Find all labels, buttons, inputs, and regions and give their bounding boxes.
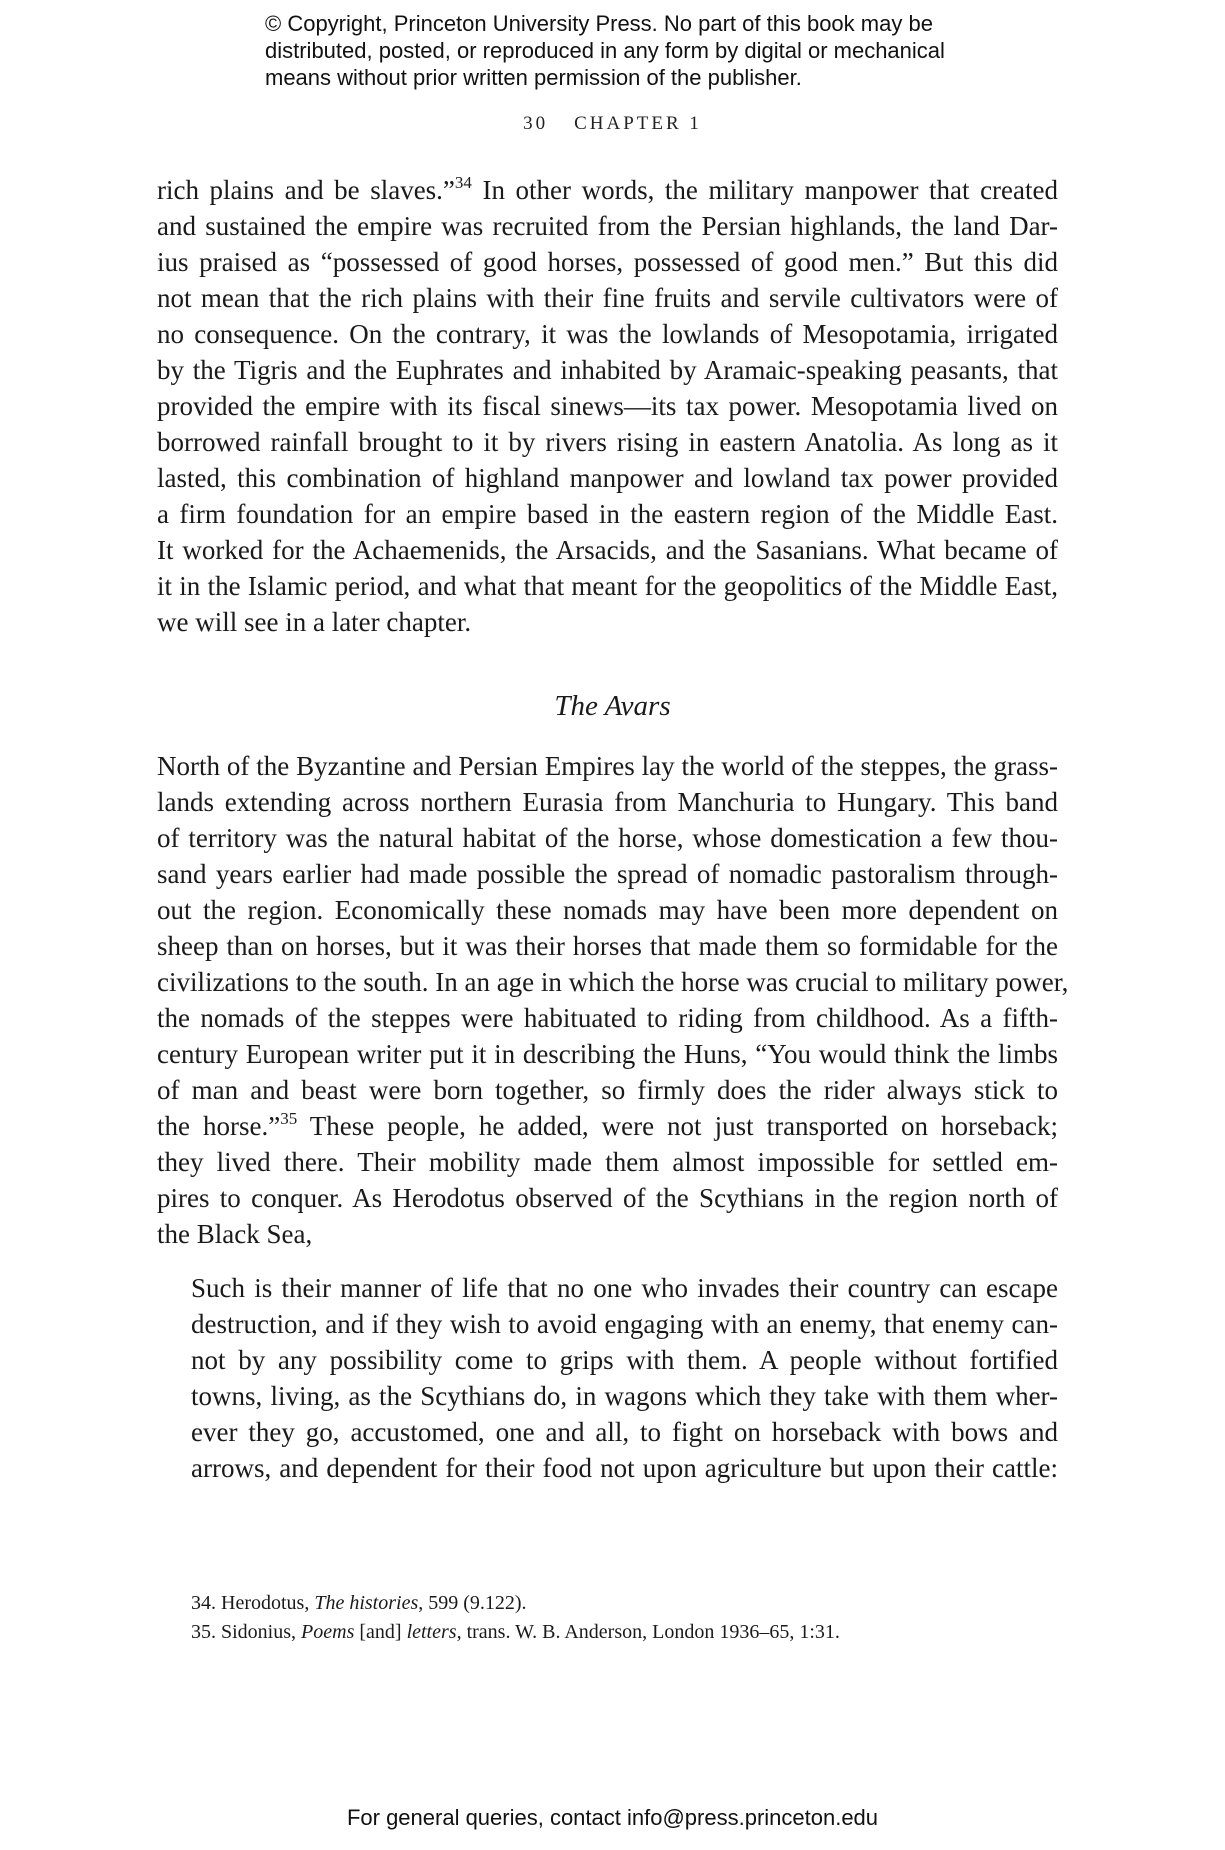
text-segment: These people, he added, were not just transported on horseback; [297, 1111, 1058, 1141]
footnote-number: 35. [191, 1621, 221, 1643]
text-line: no consequence. On the contrary, it was the lowlands of Mesopotamia, irrigated [157, 319, 1058, 349]
footnote-number: 34. [191, 1592, 221, 1614]
paragraph-2 [157, 748, 1069, 1252]
text-line: sand years earlier had made possible the spread of nomadic pastoralism through- [157, 859, 1058, 889]
quote-line: arrows, and dependent for their food not upon agriculture but upon their cattle: [191, 1453, 1058, 1483]
block-quote [191, 1270, 1058, 1486]
quote-line: Such is their manner of life that no one who invades their country can escape [191, 1273, 1058, 1303]
text-line: it in the Islamic period, and what that meant for the geopolitics of the Middle East, [157, 571, 1058, 601]
text-line: we will see in a later chapter. [157, 607, 472, 637]
copyright-notice [265, 10, 1005, 91]
running-head [0, 113, 1225, 135]
text-line: lasted, this combination of highland manpower and lowland tax power provided [157, 463, 1058, 493]
text-line: out the region. Economically these nomads may have been more dependent on [157, 895, 1058, 925]
text-segment: In other words, the military manpower that created [471, 175, 1058, 205]
footnote-title: The histories [314, 1592, 419, 1614]
text-segment: the horse.” [157, 1111, 281, 1141]
copyright-line: means without prior written permission of the publisher. [265, 65, 802, 90]
footnote-detail: , 599 (9.122). [418, 1592, 527, 1614]
text-line: the nomads of the steppes were habituated to riding from childhood. As a fifth- [157, 1003, 1058, 1033]
text-segment: rich plains and be slaves.” [157, 175, 455, 205]
quote-line: not by any possibility come to grips with them. A people without fortified [191, 1345, 1058, 1375]
text-line [157, 172, 1058, 208]
page-number: 30 [523, 113, 549, 134]
text-line: civilizations to the south. In an age in which the horse was crucial to military power, [157, 967, 1069, 997]
copyright-line: distributed, posted, or reproduced in any form by digital or mechanical [265, 38, 945, 63]
quote-line: destruction, and if they wish to avoid engaging with an enemy, that enemy can- [191, 1309, 1058, 1339]
text-line: they lived there. Their mobility made them almost impossible for settled em- [157, 1147, 1058, 1177]
footnotes [191, 1589, 840, 1647]
text-line: a firm foundation for an empire based in the eastern region of the Middle East. [157, 499, 1058, 529]
copyright-line: © Copyright, Princeton University Press. No part of this book may be [265, 11, 933, 36]
footnote-detail: , trans. W. B. Anderson, London 1936–65, 1:31. [456, 1621, 840, 1643]
quote-line: towns, living, as the Scythians do, in wagons which they take with them wher- [191, 1381, 1058, 1411]
text-line: provided the empire with its fiscal sinews—its tax power. Mesopotamia lived on [157, 391, 1058, 421]
text-line: pires to conquer. As Herodotus observed of the Scythians in the region north of [157, 1183, 1058, 1213]
footnote-author: Sidonius, [221, 1621, 302, 1643]
note-reference[interactable]: 35 [280, 1109, 298, 1128]
text-line: sheep than on horses, but it was their horses that made them so formidable for the [157, 931, 1058, 961]
footer-contact: For general queries, contact info@press.princeton.edu [346, 1805, 879, 1830]
text-line: of territory was the natural habitat of the horse, whose domestication a few thou- [157, 823, 1058, 853]
footnote-bracket: [and] [354, 1621, 407, 1643]
quote-line: ever they go, accustomed, one and all, to fight on horseback with bows and [191, 1417, 1058, 1447]
text-line: of man and beast were born together, so firmly does the rider always stick to [157, 1075, 1058, 1105]
text-line: not mean that the rich plains with their fine fruits and servile cultivators were of [157, 283, 1058, 313]
text-line: and sustained the empire was recruited from the Persian highlands, the land Dar- [157, 211, 1058, 241]
text-line: by the Tigris and the Euphrates and inhabited by Aramaic-speaking peasants, that [157, 355, 1058, 385]
paragraph-1 [157, 172, 1058, 640]
footnote-35 [191, 1618, 840, 1647]
chapter-label: CHAPTER 1 [574, 113, 702, 134]
footnote-title: letters [406, 1621, 457, 1643]
text-line: lands extending across northern Eurasia from Manchuria to Hungary. This band [157, 787, 1058, 817]
section-heading: The Avars [554, 690, 671, 722]
text-line: ius praised as “possessed of good horses, possessed of good men.” But this did [157, 247, 1058, 277]
text-line: North of the Byzantine and Persian Empires lay the world of the steppes, the grass- [157, 751, 1058, 781]
footnote-title: Poems [301, 1621, 355, 1643]
text-line: borrowed rainfall brought to it by rivers rising in eastern Anatolia. As long as it [157, 427, 1058, 457]
footnote-author: Herodotus, [221, 1592, 315, 1614]
note-reference[interactable]: 34 [454, 173, 472, 192]
text-line: the Black Sea, [157, 1219, 313, 1249]
text-line: It worked for the Achaemenids, the Arsacids, and the Sasanians. What became of [157, 535, 1058, 565]
footnote-34 [191, 1589, 840, 1618]
text-line [157, 1108, 1058, 1144]
text-line: century European writer put it in describing the Huns, “You would think the limbs [157, 1039, 1058, 1069]
